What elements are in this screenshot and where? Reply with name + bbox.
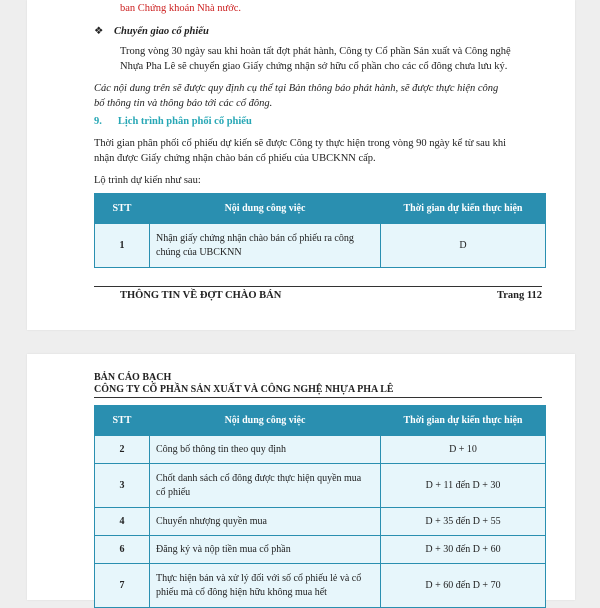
section-paragraph-line-2: nhận được Giấy chứng nhận chào bán cổ phiếu của UBCKNN cấp.	[94, 153, 376, 164]
cell-content-line: phiếu mà cổ đông hiện hữu không mua hết	[156, 586, 327, 598]
cell-time: D + 11 đến D + 30	[381, 464, 546, 508]
cell-content	[150, 224, 381, 268]
header-time: Thời gian dự kiến thực hiện	[381, 406, 546, 436]
cell-time: D + 35 đến D + 55	[381, 508, 546, 536]
table-header-row	[95, 406, 546, 436]
cell-content	[150, 464, 381, 508]
cell-time: D	[381, 224, 546, 268]
italic-paragraph-line-1: Các nội dung trên sẽ được quy định cụ thể tại Bản thông báo phát hành, sẽ được thực hiện công	[94, 83, 499, 94]
table-row	[95, 536, 546, 564]
doc-header-title: BẢN CÁO BẠCH	[94, 372, 172, 383]
header-content: Nội dung công việc	[150, 406, 381, 436]
section-title: Lịch trình phân phối cổ phiếu	[117, 116, 252, 127]
cell-content-line: Thực hiện bán và xử lý đối với số cổ phiếu lẻ và cổ	[156, 572, 362, 584]
section-paragraph-line-1: Thời gian phân phối cổ phiếu dự kiến sẽ được Công ty thực hiện trong vòng 90 ngày kể từ sau khi	[94, 138, 507, 149]
footer-rule	[94, 286, 542, 287]
table-row	[95, 436, 546, 464]
schedule-table-1	[94, 193, 546, 268]
cell-content-line: cổ phiếu	[156, 486, 191, 498]
cell-content-line: Chốt danh sách cổ đông được thực hiện quyền mua	[156, 472, 362, 484]
schedule-intro: Lộ trình dự kiến như sau:	[94, 175, 201, 186]
table-header-row	[95, 194, 546, 224]
cell-time: D + 10	[381, 436, 546, 464]
document-page-2	[27, 354, 575, 600]
cell-content	[150, 436, 381, 464]
table-row	[95, 508, 546, 536]
cell-content-line: Chuyển nhượng quyền mua	[156, 515, 267, 527]
header-stt: STT	[95, 406, 150, 436]
cell-stt: 1	[95, 224, 150, 268]
cell-stt: 4	[95, 508, 150, 536]
header-stt: STT	[95, 194, 150, 224]
cell-content-line: Công bố thông tin theo quy định	[156, 443, 286, 455]
cell-content-line: Đăng ký và nộp tiền mua cổ phần	[156, 543, 291, 555]
bullet-title: Chuyển giao cổ phiếu	[114, 26, 209, 37]
footer-section-title: THÔNG TIN VỀ ĐỢT CHÀO BÁN	[120, 290, 282, 301]
header-rule	[94, 397, 542, 398]
cell-time: D + 30 đến D + 60	[381, 536, 546, 564]
cell-content-line: Nhận giấy chứng nhận chào bán cổ phiếu ra công	[156, 232, 354, 244]
cell-time: D + 60 đến D + 70	[381, 564, 546, 608]
cell-content	[150, 508, 381, 536]
cell-content	[150, 536, 381, 564]
cell-stt: 7	[95, 564, 150, 608]
cell-stt: 3	[95, 464, 150, 508]
cell-content-line: chúng của UBCKNN	[156, 246, 242, 258]
italic-paragraph-line-2: bố thông tin và thông báo tới các cổ đông.	[94, 98, 273, 109]
table-row	[95, 564, 546, 608]
bullet-paragraph-line-1: Trong vòng 30 ngày sau khi hoàn tất đợt phát hành, Công ty Cổ phần Sản xuất và Công nghệ	[120, 46, 511, 57]
page-number: Trang 112	[496, 290, 542, 301]
section-number: 9.	[94, 116, 102, 127]
cell-stt: 2	[95, 436, 150, 464]
cell-stt: 6	[95, 536, 150, 564]
bullet-heading	[94, 25, 209, 37]
table-row	[95, 464, 546, 508]
section-heading	[94, 116, 252, 127]
header-content: Nội dung công việc	[150, 194, 381, 224]
diamond-bullet-icon: ❖	[94, 26, 104, 37]
bullet-paragraph-line-2: Nhựa Pha Lê sẽ chuyển giao Giấy chứng nhận sở hữu cổ phần cho các cổ đông chưa lưu ký.	[120, 61, 508, 72]
schedule-table-2	[94, 405, 546, 608]
document-page-1	[27, 0, 575, 330]
table-row	[95, 224, 546, 268]
red-text-line: ban Chứng khoán Nhà nước.	[120, 3, 242, 14]
header-time: Thời gian dự kiến thực hiện	[381, 194, 546, 224]
cell-content	[150, 564, 381, 608]
doc-header-company: CÔNG TY CỔ PHẦN SẢN XUẤT VÀ CÔNG NGHỆ NHỰA PHA LÊ	[94, 384, 394, 395]
